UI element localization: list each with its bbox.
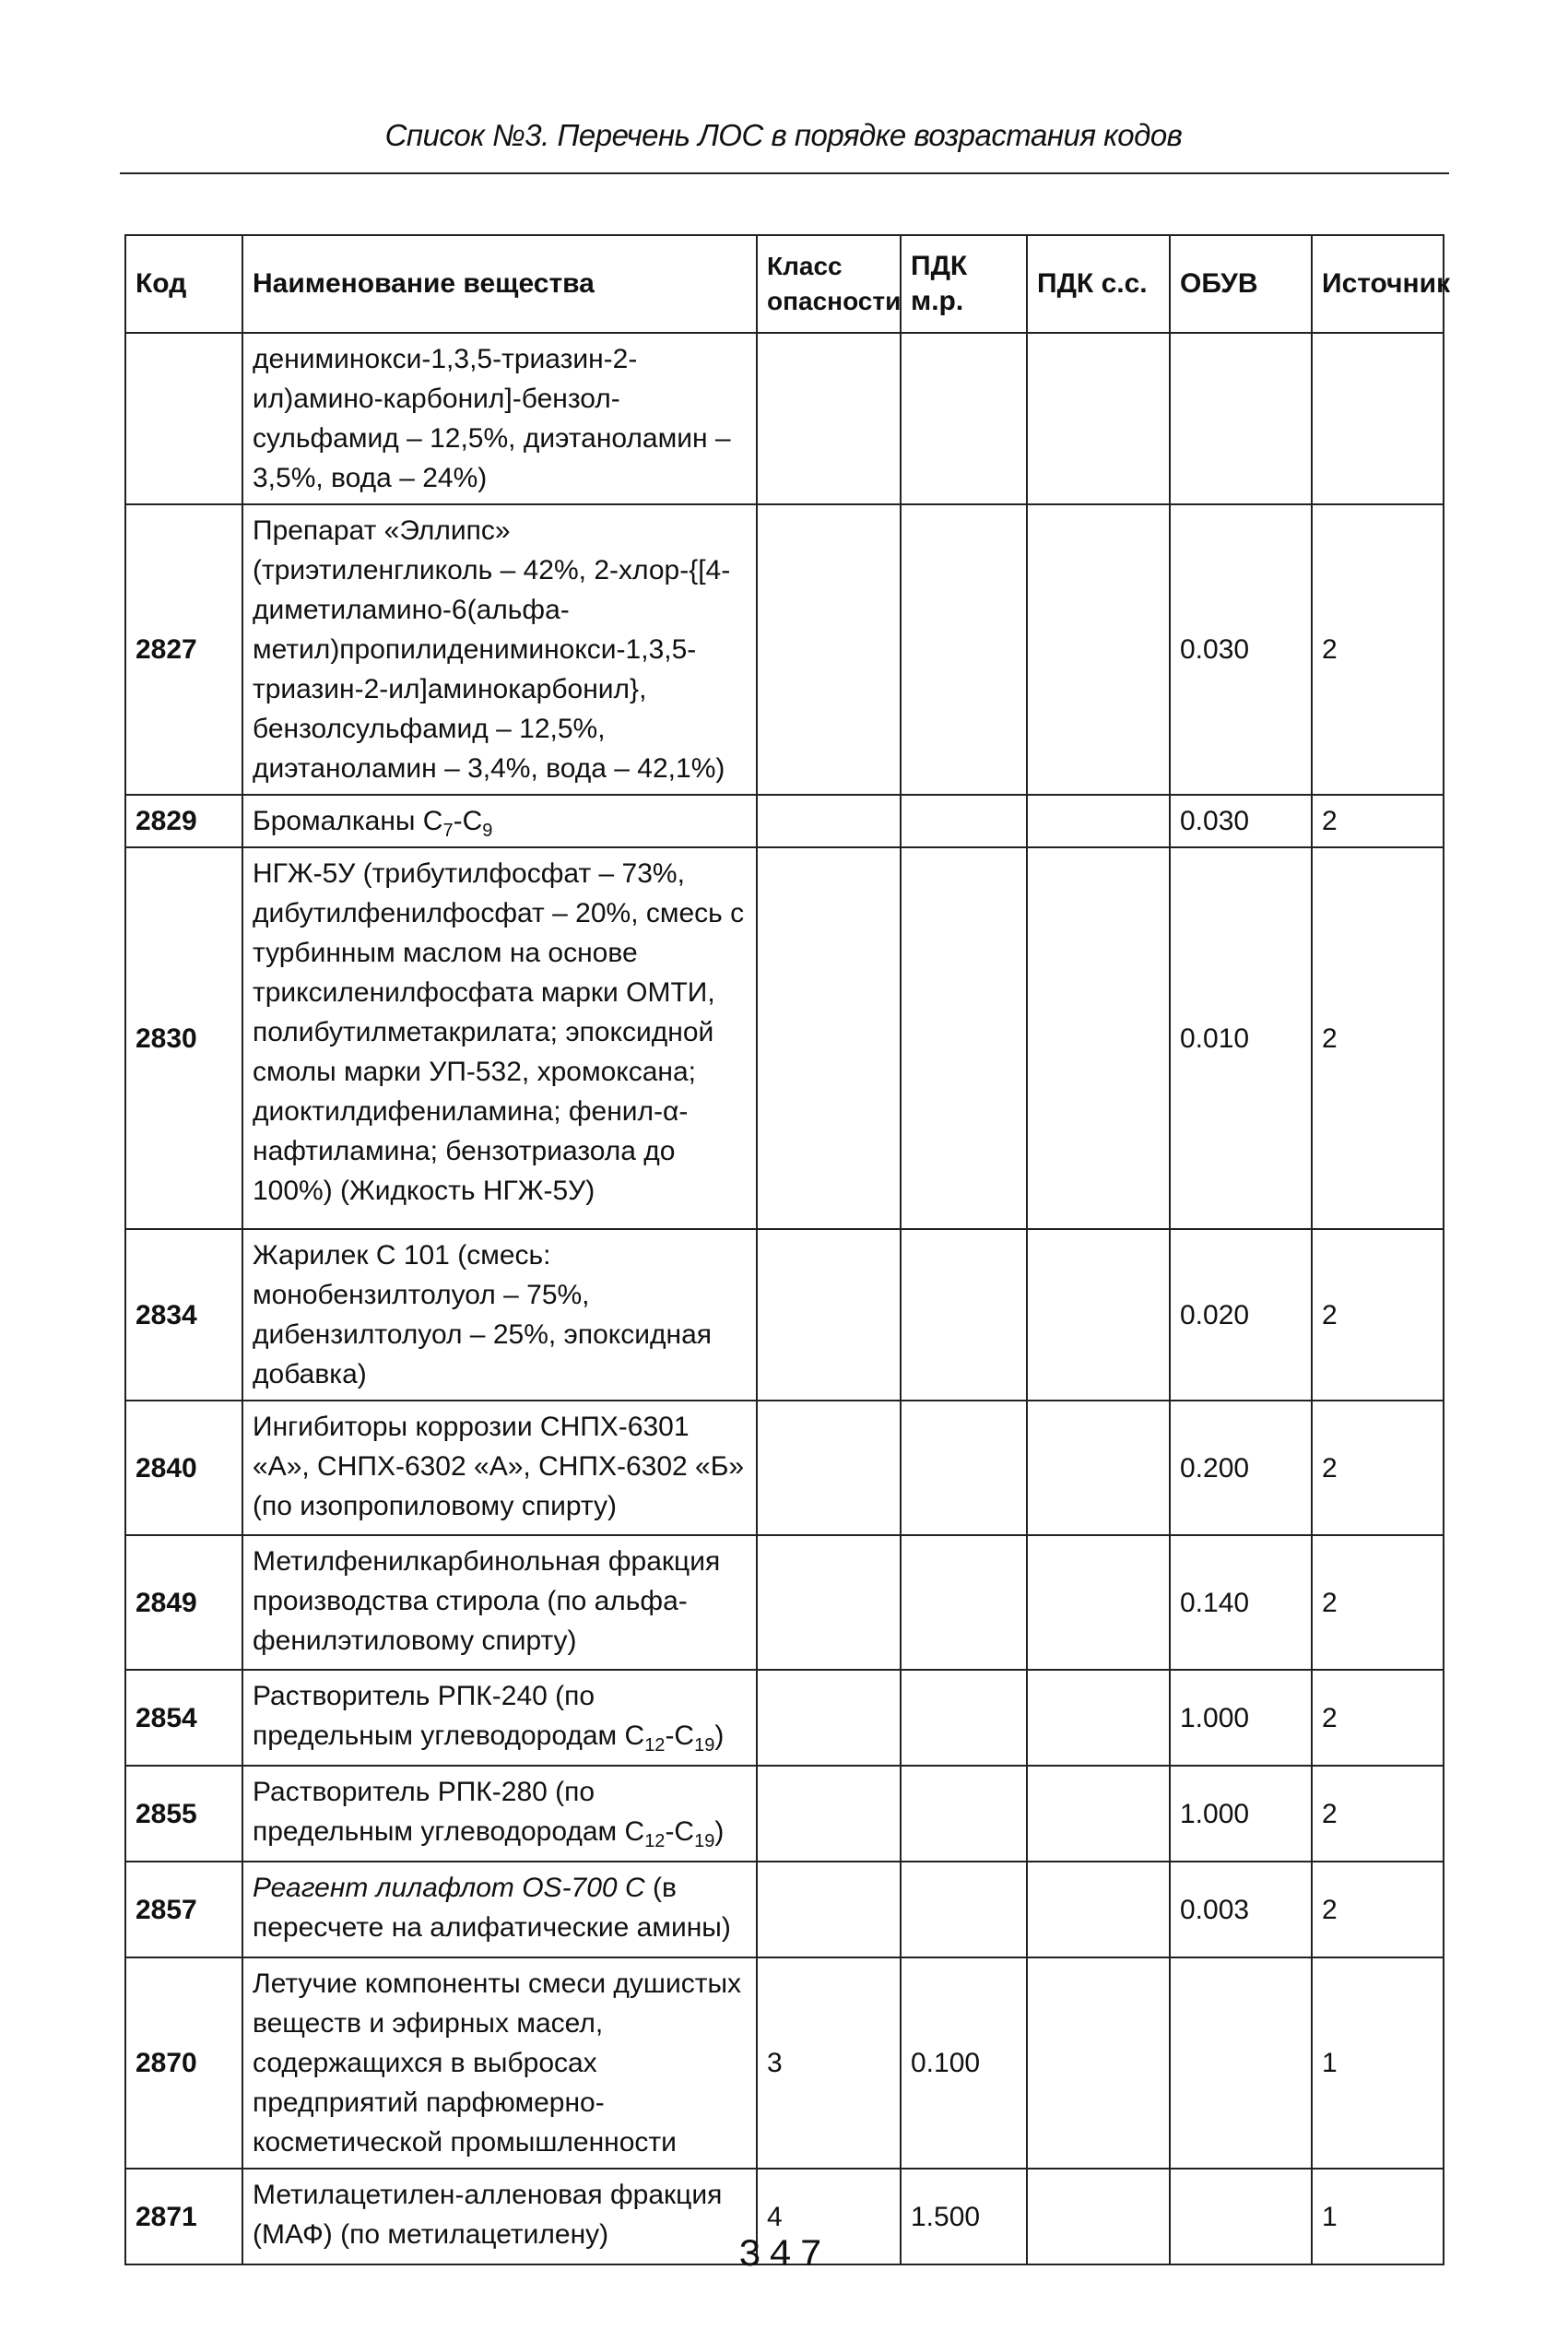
name-italic-part: Реагент лилафлот OS-700 С (253, 1873, 645, 1903)
cell-code: 2870 (125, 1957, 242, 2169)
cell-hazard: 4 (757, 2169, 901, 2264)
cell-mac-max (901, 1862, 1027, 1957)
cell-hazard (757, 1401, 901, 1535)
cell-source: 2 (1312, 1670, 1444, 1766)
table-row (125, 1957, 1444, 2169)
table-row (125, 1535, 1444, 1670)
cell-hazard (757, 795, 901, 847)
cell-mac-daily (1027, 1670, 1170, 1766)
name-text: ) (714, 1720, 725, 1751)
cell-mac-max (901, 847, 1027, 1229)
cell-mac-max (901, 1535, 1027, 1670)
cell-source (1312, 333, 1444, 504)
name-text: Растворитель РПК-280 (по предельным углеводородам С (253, 1777, 645, 1847)
cell-code: 2840 (125, 1401, 242, 1535)
cell-code: 2854 (125, 1670, 242, 1766)
cell-hazard (757, 1862, 901, 1957)
cell-hazard (757, 504, 901, 795)
cell-mac-max: 1.500 (901, 2169, 1027, 2264)
cell-name: Метилфенилкарбинольная фракция производства стирола (по альфа-фенилэтиловому спирту) (242, 1535, 757, 1670)
cell-mac-daily (1027, 1766, 1170, 1862)
cell-source: 2 (1312, 504, 1444, 795)
table-row (125, 504, 1444, 795)
col-header-name: Наименование вещества (242, 235, 757, 333)
table-row (125, 847, 1444, 1229)
table-row (125, 333, 1444, 504)
running-head: Список №3. Перечень ЛОС в порядке возрастания кодов (384, 118, 1183, 152)
name-text: -С (665, 1720, 695, 1751)
cell-mac-max (901, 1229, 1027, 1401)
col-header-obuv: ОБУВ (1170, 235, 1312, 333)
cell-hazard (757, 1766, 901, 1862)
cell-mac-max (901, 1766, 1027, 1862)
cell-mac-daily (1027, 795, 1170, 847)
name-text: ) (714, 1816, 725, 1847)
col-header-mac-daily: ПДК с.с. (1027, 235, 1170, 333)
name-text: (в пересчете на алифатические амины) (253, 1873, 731, 1943)
cell-hazard: 3 (757, 1957, 901, 2169)
cell-mac-max (901, 1670, 1027, 1766)
cell-source: 2 (1312, 1401, 1444, 1535)
cell-source: 2 (1312, 1535, 1444, 1670)
table-header-row (125, 235, 1444, 333)
col-header-mac-max: ПДК м.р. (901, 235, 1027, 333)
cell-code: 2855 (125, 1766, 242, 1862)
cell-name: Жарилек С 101 (смесь: монобензилтолуол – 75%, дибензилтолуол – 25%, эпоксидная добавка) (242, 1229, 757, 1401)
cell-mac-max: 0.100 (901, 1957, 1027, 2169)
cell-mac-max (901, 504, 1027, 795)
table-row (125, 1670, 1444, 1766)
cell-mac-max (901, 333, 1027, 504)
subscript: 7 (442, 821, 454, 841)
page-number: 347 (737, 2233, 831, 2277)
table-row (125, 1862, 1444, 1957)
cell-obuv (1170, 333, 1312, 504)
col-header-source: Источник (1312, 235, 1444, 333)
cell-name: Метилацетилен-алленовая фракция (МАФ) (по метилацетилену) (242, 2169, 757, 2264)
name-text: Бромалканы С (253, 806, 443, 836)
cell-code: 2830 (125, 847, 242, 1229)
cell-hazard (757, 333, 901, 504)
cell-source: 2 (1312, 847, 1444, 1229)
cell-name (242, 1670, 757, 1766)
cell-source: 1 (1312, 1957, 1444, 2169)
subscript: 12 (644, 1735, 666, 1756)
cell-mac-daily (1027, 847, 1170, 1229)
cell-name (242, 1766, 757, 1862)
table-row (125, 1766, 1444, 1862)
name-text: Растворитель РПК-240 (по предельным углеводородам С (253, 1681, 645, 1751)
cell-mac-daily (1027, 1957, 1170, 2169)
cell-hazard (757, 1670, 901, 1766)
cell-mac-daily (1027, 504, 1170, 795)
cell-obuv: 0.200 (1170, 1401, 1312, 1535)
cell-code: 2857 (125, 1862, 242, 1957)
cell-name: Ингибиторы коррозии СНПХ-6301 «А», СНПХ-6302 «А», СНПХ-6302 «Б» (по изопропиловому спирту) (242, 1401, 757, 1535)
subscript: 12 (644, 1831, 666, 1851)
cell-obuv: 1.000 (1170, 1670, 1312, 1766)
cell-code: 2834 (125, 1229, 242, 1401)
name-text: -С (665, 1816, 695, 1847)
cell-code: 2829 (125, 795, 242, 847)
cell-obuv: 0.003 (1170, 1862, 1312, 1957)
table-row (125, 1401, 1444, 1535)
cell-obuv (1170, 1957, 1312, 2169)
cell-code: 2827 (125, 504, 242, 795)
cell-name: Летучие компоненты смеси душистых веществ и эфирных масел, содержащихся в выбросах предприятий парфюмерно-косметической промышленности (242, 1957, 757, 2169)
cell-mac-daily (1027, 1229, 1170, 1401)
cell-name (242, 1862, 757, 1957)
cell-code (125, 333, 242, 504)
name-text: -С (453, 806, 483, 836)
cell-name: дениминокси-1,3,5-триазин-2-ил)амино-карбонил]-бензол-сульфамид – 12,5%, диэтаноламин – 3,5%, вода – 24%) (242, 333, 757, 504)
cell-code: 2871 (125, 2169, 242, 2264)
col-header-hazard: Класс опасности (757, 235, 901, 333)
cell-mac-daily (1027, 1862, 1170, 1957)
cell-code: 2849 (125, 1535, 242, 1670)
cell-hazard (757, 1535, 901, 1670)
cell-source: 2 (1312, 1862, 1444, 1957)
cell-hazard (757, 1229, 901, 1401)
substances-table (124, 234, 1451, 2265)
cell-source: 2 (1312, 795, 1444, 847)
cell-source: 1 (1312, 2169, 1444, 2264)
cell-mac-daily (1027, 1535, 1170, 1670)
cell-obuv: 0.030 (1170, 795, 1312, 847)
cell-obuv: 0.020 (1170, 1229, 1312, 1401)
cell-name: Препарат «Эллипс» (триэтиленгликоль – 42%, 2-хлор-{[4-диметиламино-6(альфа-метил)пропилидениминокси-1,3,5-триазин-2-ил]аминокарбонил}, бензолсульфамид – 12,5%, диэтаноламин – 3,4%, вода – 42,1%) (242, 504, 757, 795)
subscript: 19 (694, 1831, 715, 1851)
cell-obuv: 0.030 (1170, 504, 1312, 795)
cell-source: 2 (1312, 1229, 1444, 1401)
cell-obuv: 0.140 (1170, 1535, 1312, 1670)
cell-obuv: 0.010 (1170, 847, 1312, 1229)
header-rule (120, 172, 1449, 174)
cell-mac-max (901, 1401, 1027, 1535)
cell-mac-daily (1027, 333, 1170, 504)
col-header-code: Код (125, 235, 242, 333)
cell-source: 2 (1312, 1766, 1444, 1862)
cell-mac-max (901, 795, 1027, 847)
table-row (125, 1229, 1444, 1401)
table-row (125, 795, 1444, 847)
cell-name: НГЖ-5У (трибутилфосфат – 73%, дибутилфенилфосфат – 20%, смесь с турбинным маслом на основе триксиленилфосфата марки ОМТИ, полибутилметакрилата; эпоксидной смолы марки УП-532, хромоксана; диоктилдифениламина; фенил-α-нафтиламина; бензотриазола до 100%) (Жидкость НГЖ-5У) (242, 847, 757, 1229)
cell-obuv: 1.000 (1170, 1766, 1312, 1862)
subscript: 19 (694, 1735, 715, 1756)
cell-name (242, 795, 757, 847)
cell-mac-daily (1027, 1401, 1170, 1535)
cell-hazard (757, 847, 901, 1229)
subscript: 9 (482, 821, 493, 841)
